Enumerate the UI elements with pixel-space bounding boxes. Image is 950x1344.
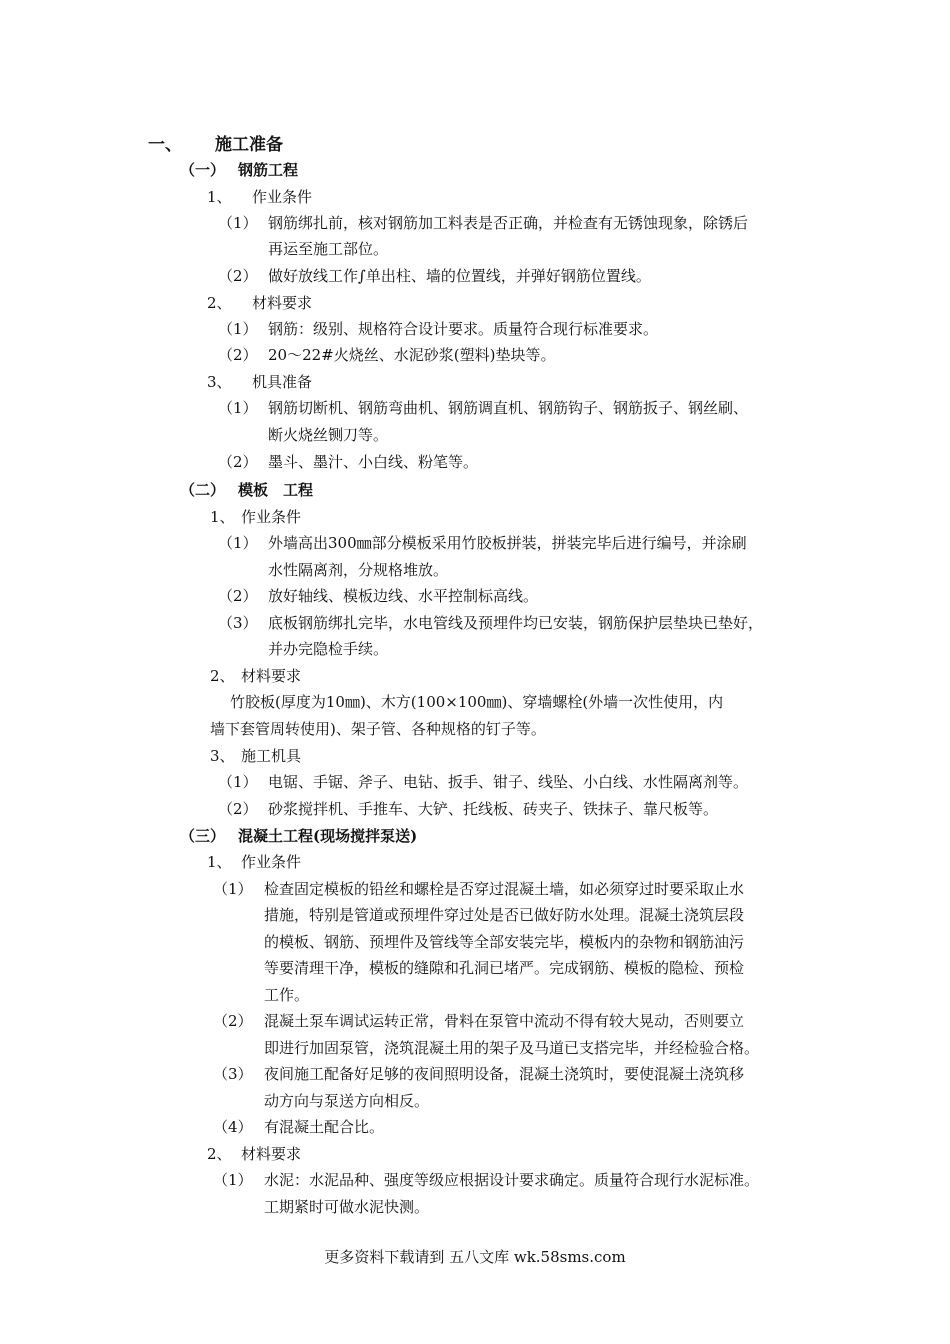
item-title: 作业条件 — [252, 188, 313, 206]
paragraph-line: 墙下套管周转使用)、架子管、各种规格的钉子等。 — [210, 720, 546, 738]
item-title: 机具准备 — [252, 373, 313, 391]
subitem-number: （2） — [218, 587, 258, 605]
paragraph-line: 有混凝土配合比。 — [264, 1118, 385, 1136]
paragraph-line: 放好轴线、模板边线、水平控制标高线。 — [268, 587, 539, 605]
subitem-number: （3） — [218, 614, 258, 632]
subitem-number: （1） — [218, 534, 258, 552]
paragraph-line: 20～22#火烧丝、水泥砂浆(塑料)垫块等。 — [268, 346, 556, 364]
paragraph-line: 砂浆搅拌机、手推车、大铲、托线板、砖夹子、铁抹子、靠尺板等。 — [268, 800, 719, 818]
section-title: 施工准备 — [215, 135, 283, 155]
paragraph-line: 动方向与泵送方向相反。 — [264, 1092, 430, 1110]
subitem-number: （1） — [213, 880, 253, 898]
paragraph-line: 钢筋绑扎前，核对钢筋加工料表是否正确，并检查有无锈蚀现象，除锈后 — [268, 214, 749, 232]
item-number: 1、 — [207, 853, 232, 871]
subsection-number: （三） — [180, 827, 226, 845]
subitem-number: （3） — [213, 1065, 253, 1083]
subitem-number: （1） — [218, 320, 258, 338]
item-title: 施工机具 — [241, 747, 302, 765]
subitem-number: （2） — [218, 453, 258, 471]
subsection-title: 混凝土工程(现场搅拌泵送) — [238, 827, 418, 845]
subsection-title: 模板 工程 — [238, 481, 314, 499]
item-title: 作业条件 — [241, 853, 302, 871]
item-title: 作业条件 — [241, 508, 302, 526]
subitem-number: （1） — [218, 399, 258, 417]
paragraph-line: 措施，特别是管道或预埋件穿过处是否已做好防水处理。混凝土浇筑层段 — [264, 906, 745, 924]
paragraph-line: 工期紧时可做水泥快测。 — [264, 1198, 430, 1216]
paragraph-line: 的模板、钢筋、预埋件及管线等全部安装完毕，模板内的杂物和钢筋油污 — [264, 933, 745, 951]
item-title: 材料要求 — [241, 667, 302, 685]
paragraph-line: 工作。 — [264, 986, 310, 1004]
paragraph-line: 做好放线工作∫单出柱、墙的位置线，并弹好钢筋位置线。 — [268, 267, 651, 285]
subitem-number: （1） — [218, 214, 258, 232]
paragraph-line: 外墙高出300㎜部分模板采用竹胶板拼装，拼装完毕后进行编号，并涂刷 — [268, 534, 747, 552]
paragraph-line: 检查固定模板的铅丝和螺栓是否穿过混凝土墙，如必须穿过时要采取止水 — [264, 880, 745, 898]
paragraph-line: 竹胶板(厚度为10㎜)、木方(100×100㎜)、穿墙螺栓(外墙一次性使用，内 — [230, 693, 724, 711]
item-number: 1、 — [207, 188, 232, 206]
footer-note: 更多资料下载请到 五八文库 wk.58sms.com — [324, 1248, 626, 1266]
subitem-number: （2） — [218, 346, 258, 364]
item-title: 材料要求 — [241, 1145, 302, 1163]
paragraph-line: 夜间施工配备好足够的夜间照明设备，混凝土浇筑时，要使混凝土浇筑移 — [264, 1065, 745, 1083]
subsection-title: 钢筋工程 — [238, 161, 299, 179]
paragraph-line: 钢筋切断机、钢筋弯曲机、钢筋调直机、钢筋钩子、钢筋扳子、钢丝刷、 — [268, 399, 749, 417]
paragraph-line: 即进行加固泵管，浇筑混凝土用的架子及马道已支搭完毕，并经检验合格。 — [264, 1039, 760, 1057]
subitem-number: （2） — [218, 267, 258, 285]
item-number: 3、 — [210, 747, 235, 765]
paragraph-line: 再运至施工部位。 — [268, 240, 389, 258]
item-number: 1、 — [210, 508, 235, 526]
subsection-number: （二） — [180, 481, 226, 499]
paragraph-line: 电锯、手锯、斧子、电钻、扳手、钳子、线坠、小白线、水性隔离剂等。 — [268, 773, 749, 791]
paragraph-line: 断火烧丝铡刀等。 — [268, 426, 389, 444]
item-title: 材料要求 — [252, 294, 313, 312]
item-number: 2、 — [207, 294, 232, 312]
paragraph-line: 等要清理干净，模板的缝隙和孔洞已堵严。完成钢筋、模板的隐检、预检 — [264, 959, 745, 977]
subitem-number: （2） — [213, 1012, 253, 1030]
subitem-number: （2） — [218, 800, 258, 818]
paragraph-line: 底板钢筋绑扎完毕，水电管线及预埋件均已安装，钢筋保护层垫块已垫好， — [268, 614, 764, 632]
paragraph-line: 墨斗、墨汁、小白线、粉笔等。 — [268, 453, 479, 471]
paragraph-line: 水泥：水泥品种、强度等级应根据设计要求确定。质量符合现行水泥标准。 — [264, 1171, 760, 1189]
paragraph-line: 混凝土泵车调试运转正常，骨料在泵管中流动不得有较大晃动，否则要立 — [264, 1012, 745, 1030]
subitem-number: （4） — [213, 1118, 253, 1136]
item-number: 2、 — [210, 667, 235, 685]
subsection-number: （一） — [180, 161, 226, 179]
paragraph-line: 水性隔离剂，分规格堆放。 — [268, 561, 449, 579]
subitem-number: （1） — [218, 773, 258, 791]
item-number: 2、 — [207, 1145, 232, 1163]
paragraph-line: 钢筋：级别、规格符合设计要求。质量符合现行标准要求。 — [268, 320, 659, 338]
paragraph-line: 并办完隐检手续。 — [268, 640, 389, 658]
section-number: 一、 — [148, 135, 182, 155]
subitem-number: （1） — [213, 1171, 253, 1189]
item-number: 3、 — [207, 373, 232, 391]
